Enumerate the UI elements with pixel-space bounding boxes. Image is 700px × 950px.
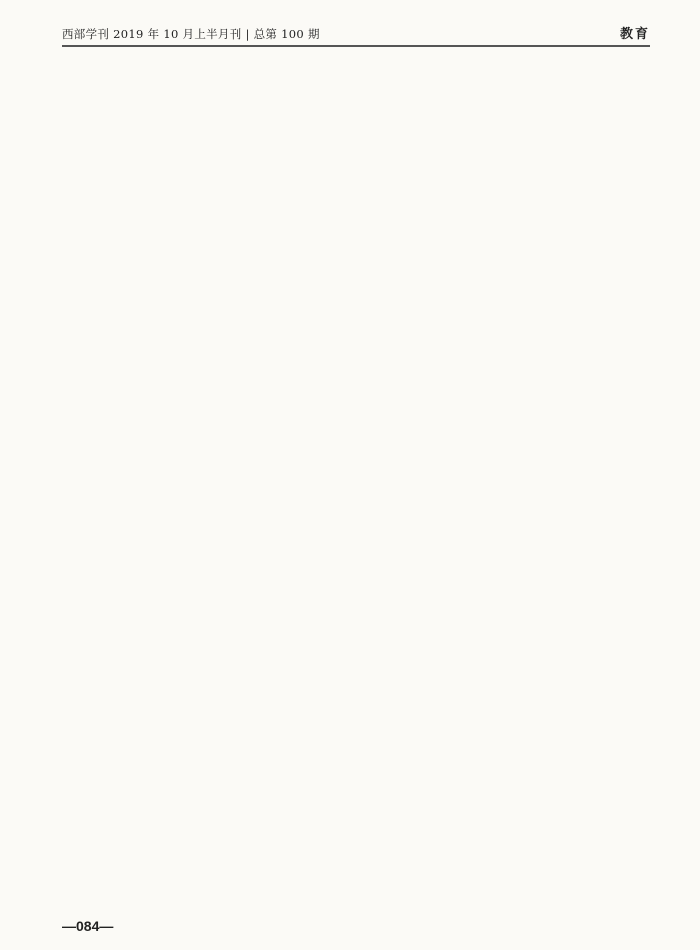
section-label: 教育 xyxy=(619,27,650,42)
page-header xyxy=(62,18,650,47)
right-column xyxy=(378,58,650,890)
article-body xyxy=(62,58,650,890)
journal-masthead: 西部学刊 2019 年 10 月上半月刊 | 总第 100 期 xyxy=(62,27,320,41)
page-number: —084— xyxy=(62,918,114,934)
left-column xyxy=(62,58,334,890)
